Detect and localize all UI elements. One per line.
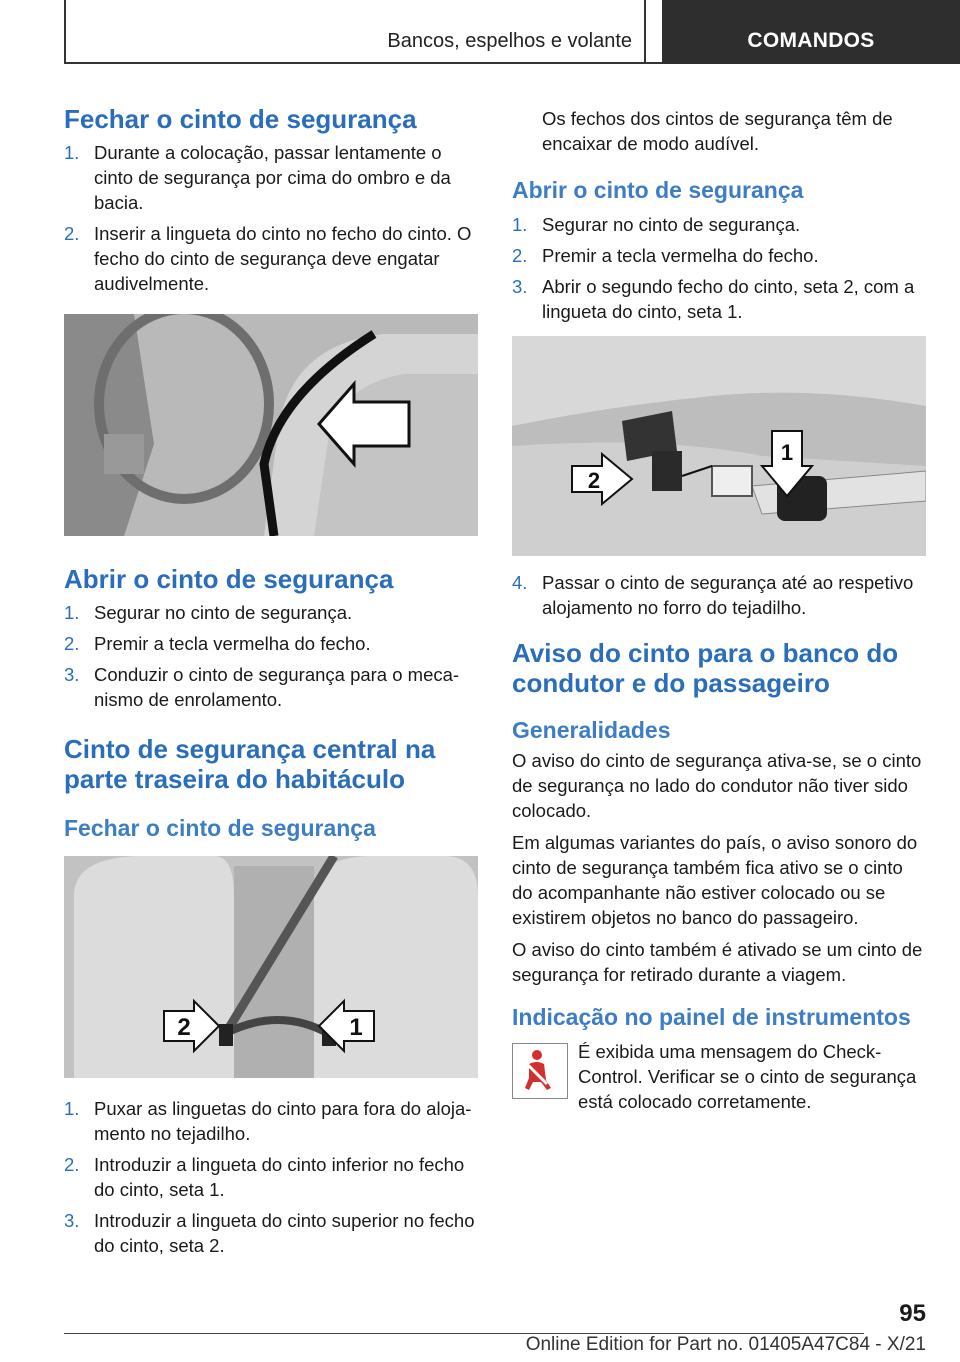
step-item (64, 140, 478, 215)
general-paragraphs (512, 748, 926, 987)
step-text: Premir a tecla vermelha do fecho. (94, 633, 371, 654)
indicator-text: É exibida uma mensagem do Check-Control. Verificar se o cinto de segurança está colocado corretamente. (578, 1041, 917, 1112)
paragraph: Em algumas variantes do país, o aviso sonoro do cinto de segurança também fica ativo se o cinto do acompanhante não estiver colocado ou se existirem objetos no banco do passageiro. (512, 832, 918, 928)
step-number: 1. (64, 1098, 80, 1119)
page-number: 95 (899, 1300, 926, 1327)
indicator-block (512, 1039, 926, 1114)
step-number: 3. (64, 1210, 80, 1231)
figure-seatbelt-shoulder (64, 314, 478, 536)
figure-label-1: 1 (780, 440, 794, 465)
step-number: 2. (512, 245, 528, 266)
figure-label-2: 2 (177, 1014, 191, 1041)
unfasten-rear-steps-continued (512, 570, 926, 620)
unfasten-steps (64, 600, 478, 712)
step-text: Durante a colocação, passar lentamente o cinto de segurança por cima do ombro e da bacia. (94, 142, 451, 213)
section-title-unfasten-rear: Abrir o cinto de segurança (512, 177, 804, 203)
step-item (64, 1152, 478, 1202)
right-column (512, 96, 926, 1121)
header-chapter-tab: COMANDOS (662, 0, 960, 64)
step-text: Inserir a lingueta do cinto no fecho do cinto. O fecho do cinto de segurança deve engatar audivelmente. (94, 223, 472, 294)
figure-rear-center-belt (64, 856, 478, 1078)
step-text: Introduzir a lingueta do cinto superior no fecho do cinto, seta 2. (94, 1210, 475, 1256)
footer-edition: Online Edition for Part no. 01405A47C84 - X/21 (525, 1334, 926, 1355)
step-text: Introduzir a lingueta do cinto inferior no fecho do cinto, seta 1. (94, 1154, 465, 1200)
step-item (512, 212, 926, 237)
buckle-note: Os fechos dos cintos de segurança têm de encaixar de modo audível. (542, 108, 893, 154)
section-title-fasten: Fechar o cinto de segurança (64, 104, 417, 134)
step-item (512, 243, 926, 268)
subsection-title-fasten-rear: Fechar o cinto de segurança (64, 815, 376, 841)
step-item (64, 221, 478, 296)
step-text: Segurar no cinto de segurança. (94, 602, 353, 623)
figure-second-buckle (512, 336, 926, 556)
fasten-steps (64, 140, 478, 296)
step-number: 1. (64, 142, 80, 163)
figure-label-2: 2 (587, 468, 601, 493)
seatbelt-shoulder-illustration (64, 314, 478, 536)
rear-fasten-steps (64, 1096, 478, 1258)
subsection-title-instrument-display: Indicação no painel de instrumentos (512, 1004, 911, 1030)
step-item (64, 1208, 478, 1258)
paragraph: O aviso do cinto de segurança ativa-se, se o cinto de segurança no lado do condutor não tiver sido colocado. (512, 750, 922, 821)
step-item (64, 631, 478, 656)
header-section-title: Bancos, espelhos e volante (366, 0, 646, 64)
section-title-belt-warning: Aviso do cinto para o banco do condutor e do passageiro (512, 638, 899, 698)
rear-belt-illustration (64, 856, 478, 1078)
second-buckle-illustration (512, 336, 926, 556)
step-number: 1. (64, 602, 80, 623)
unfasten-rear-steps (512, 212, 926, 324)
step-item (512, 274, 926, 324)
step-number: 3. (512, 276, 528, 297)
step-text: Puxar as linguetas do cinto para fora do alojamento no tejadilho. (94, 1098, 472, 1144)
seatbelt-warning-icon (512, 1043, 568, 1099)
step-item (64, 1096, 478, 1146)
step-text: Segurar no cinto de segurança. (542, 214, 801, 235)
step-number: 2. (64, 223, 80, 244)
step-text: Passar o cinto de segurança até ao respetivo alojamento no forro do tejadilho. (542, 572, 914, 618)
step-number: 4. (512, 572, 528, 593)
step-item (64, 662, 478, 712)
figure-label-1: 1 (349, 1014, 363, 1041)
step-number: 3. (64, 664, 80, 685)
step-text: Premir a tecla vermelha do fecho. (542, 245, 819, 266)
step-item (64, 600, 478, 625)
section-title-unfasten: Abrir o cinto de segurança (64, 564, 394, 594)
step-number: 1. (512, 214, 528, 235)
step-item (512, 570, 926, 620)
paragraph: O aviso do cinto também é ativado se um cinto de segurança for retirado durante a viagem. (512, 939, 923, 985)
step-text: Conduzir o cinto de segurança para o mecanismo de enrolamento. (94, 664, 460, 710)
section-title-rear-center-belt: Cinto de segurança central na parte traseira do habitáculo (64, 734, 436, 794)
step-number: 2. (64, 633, 80, 654)
step-text: Abrir o segundo fecho do cinto, seta 2, com a lingueta do cinto, seta 1. (542, 276, 915, 322)
step-number: 2. (64, 1154, 80, 1175)
left-column (64, 96, 478, 1264)
subsection-title-general: Generalidades (512, 717, 671, 743)
